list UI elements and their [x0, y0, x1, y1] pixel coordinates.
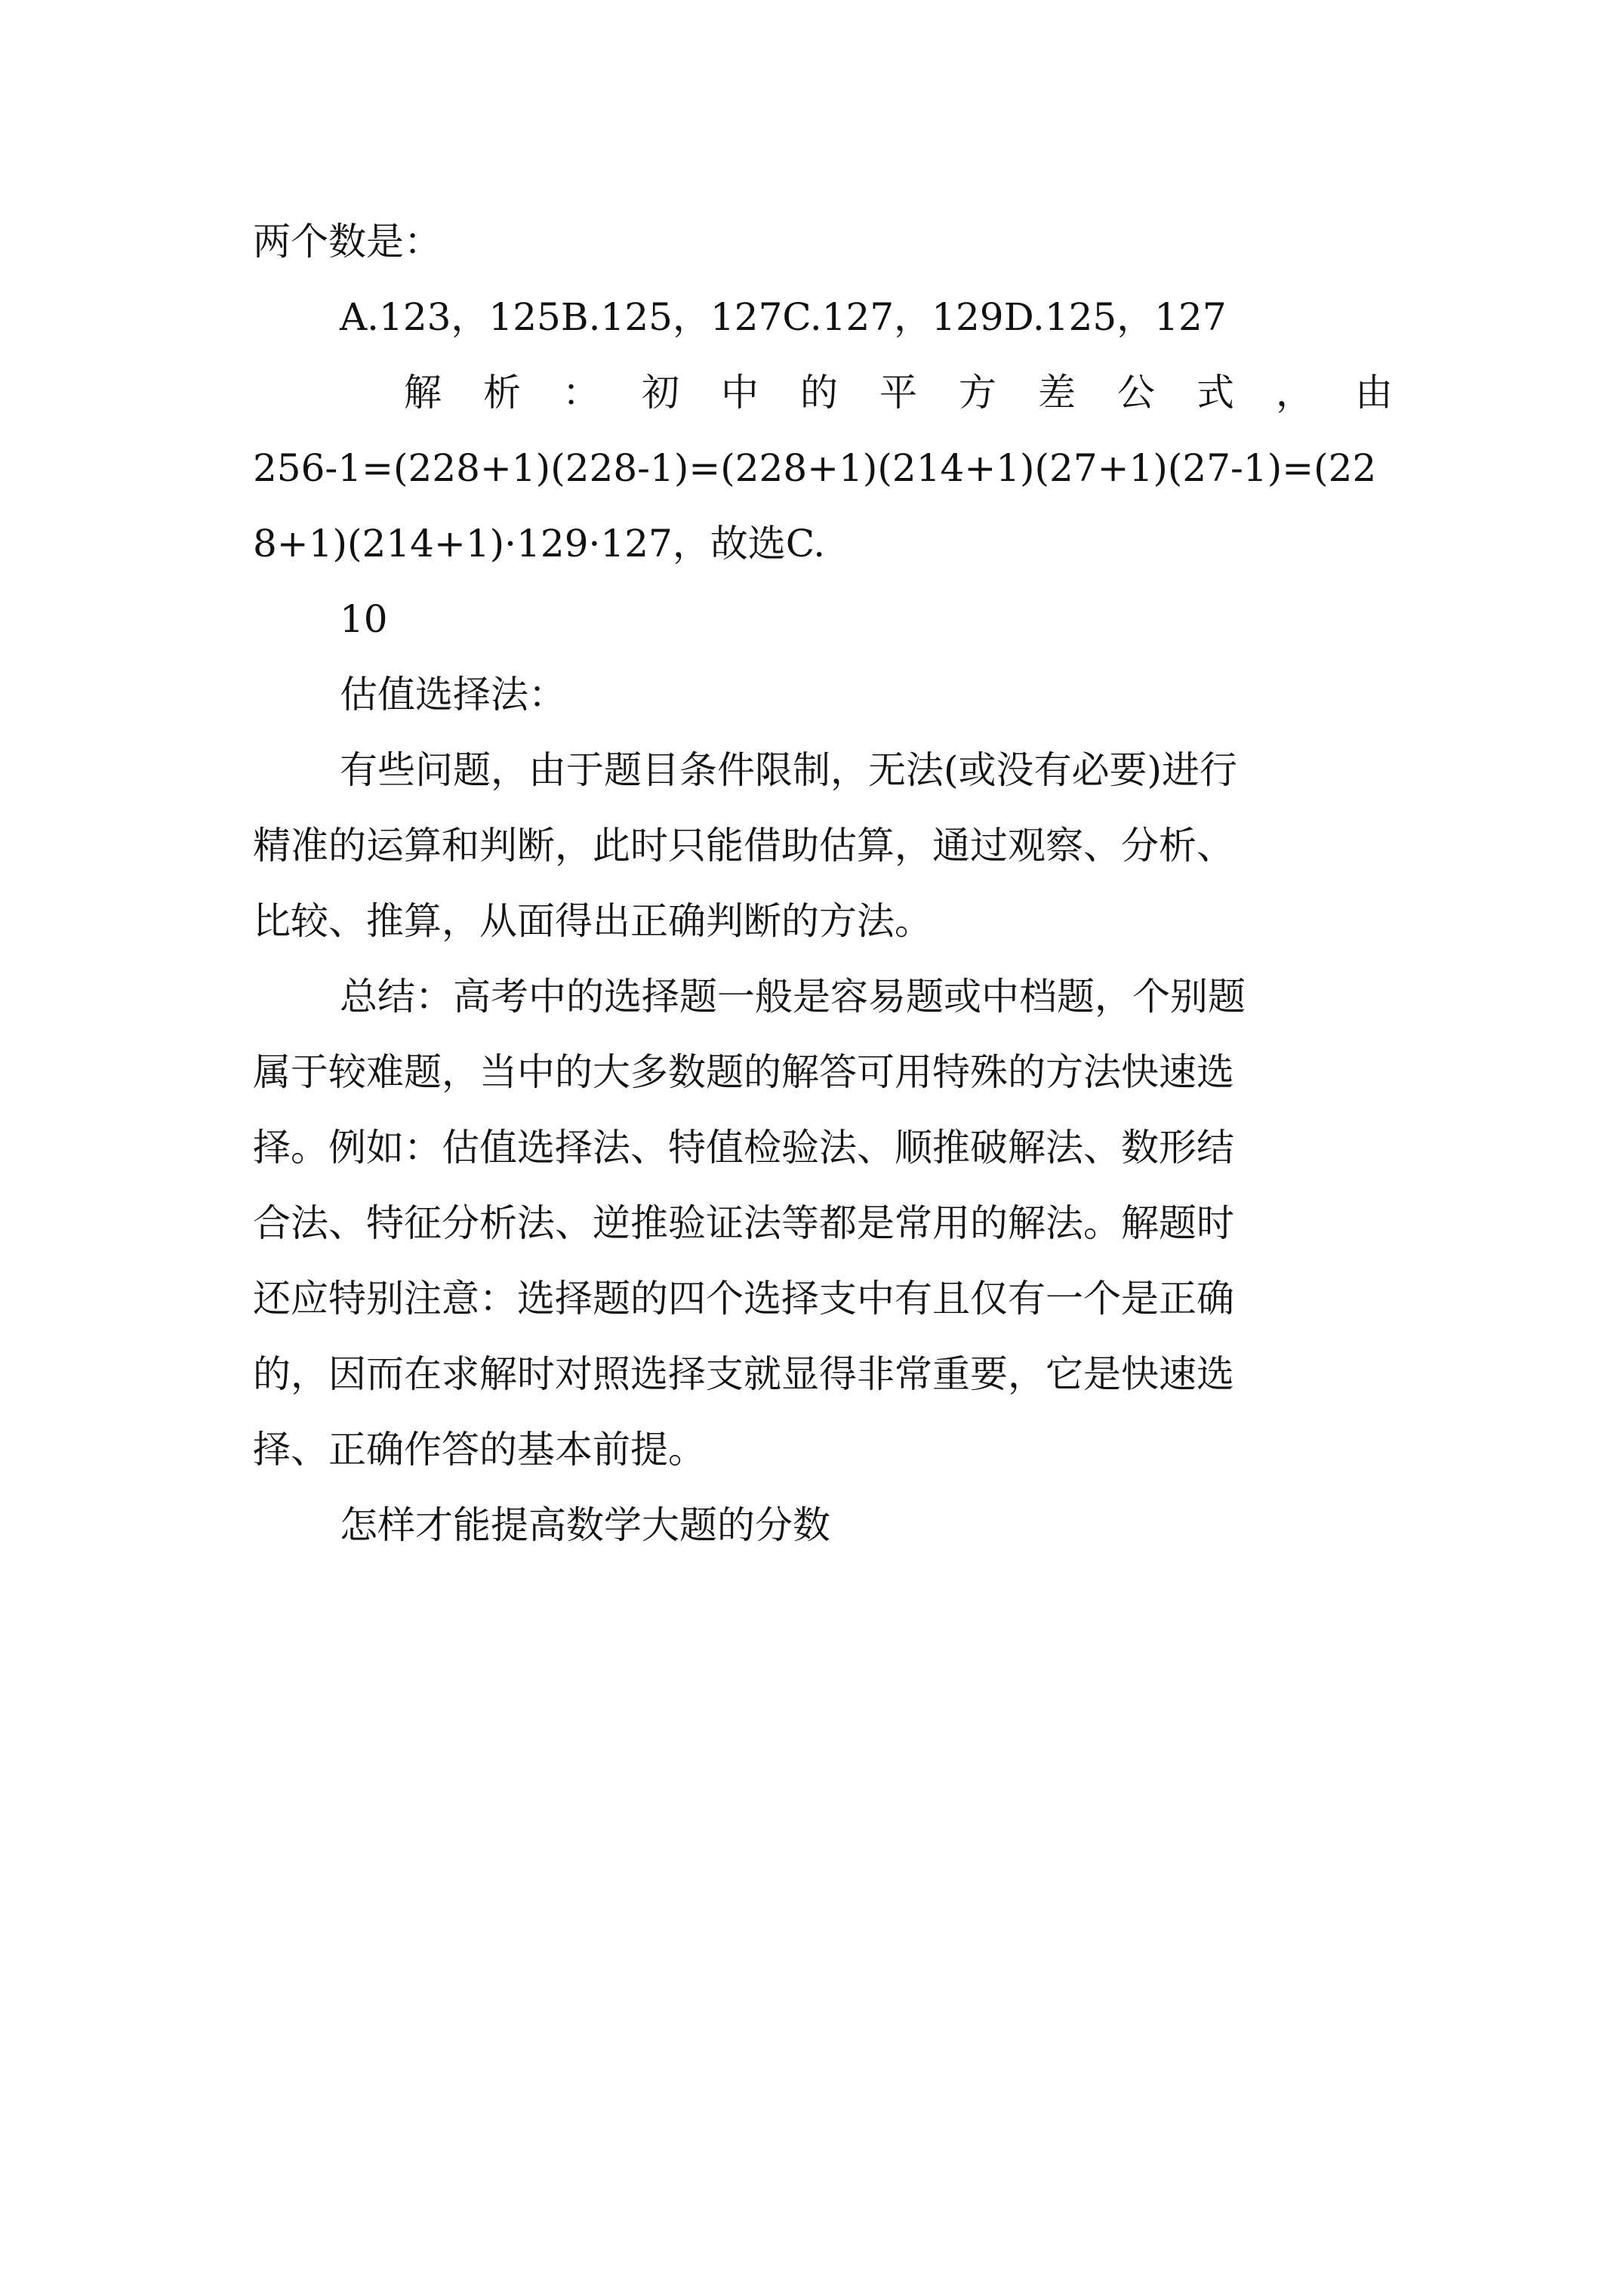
- analysis-char: 式: [1196, 371, 1234, 415]
- analysis-char: 析: [483, 371, 521, 415]
- analysis-char: 公: [1117, 371, 1155, 415]
- text-line: 有些问题，由于题目条件限制，无法(或没有必要)进行: [340, 748, 1238, 792]
- analysis-char: 初: [642, 371, 679, 415]
- text-line: 择。例如：估值选择法、特值检验法、顺推破解法、数形结: [253, 1126, 1234, 1170]
- text-line: 精准的运算和判断，此时只能借助估算，通过观察、分析、: [253, 824, 1234, 868]
- analysis-char: 解: [404, 371, 442, 415]
- analysis-char: 的: [800, 371, 838, 415]
- section-heading: 估值选择法：: [340, 673, 566, 717]
- analysis-heading-line: [253, 355, 1393, 430]
- analysis-char: 中: [721, 371, 759, 415]
- analysis-char: ，: [1276, 371, 1313, 415]
- text-line: 择、正确作答的基本前提。: [253, 1428, 706, 1472]
- text-line: 比较、推算，从面得出正确判断的方法。: [253, 899, 932, 943]
- text-line: 属于较难题，当中的大多数题的解答可用特殊的方法快速选: [253, 1050, 1234, 1094]
- analysis-char: 由: [1355, 371, 1393, 415]
- analysis-char: 差: [1038, 371, 1076, 415]
- analysis-char: ：: [562, 371, 600, 415]
- analysis-char: 方: [959, 371, 996, 415]
- analysis-char: 平: [879, 371, 917, 415]
- section-heading: 怎样才能提高数学大题的分数: [340, 1503, 830, 1547]
- text-line: 的，因而在求解时对照选择支就显得非常重要，它是快速选: [253, 1352, 1234, 1396]
- formula-line: 256-1=(228+1)(228-1)=(228+1)(214+1)(27+1)(27-1)=(22: [253, 446, 1377, 490]
- text-line: 还应特别注意：选择题的四个选择支中有且仅有一个是正确: [253, 1277, 1234, 1321]
- text-line: 两个数是：: [253, 220, 442, 264]
- text-line: 合法、特征分析法、逆推验证法等都是常用的解法。解题时: [253, 1201, 1234, 1245]
- text-line: 总结：高考中的选择题一般是容易题或中档题，个别题: [340, 975, 1246, 1019]
- formula-line: 8+1)(214+1)·129·127，故选C.: [253, 522, 826, 566]
- answer-options-line: A.123，125B.125，127C.127，129D.125，127: [340, 295, 1227, 339]
- number-line: 10: [340, 597, 388, 641]
- document-body: [253, 204, 1393, 1563]
